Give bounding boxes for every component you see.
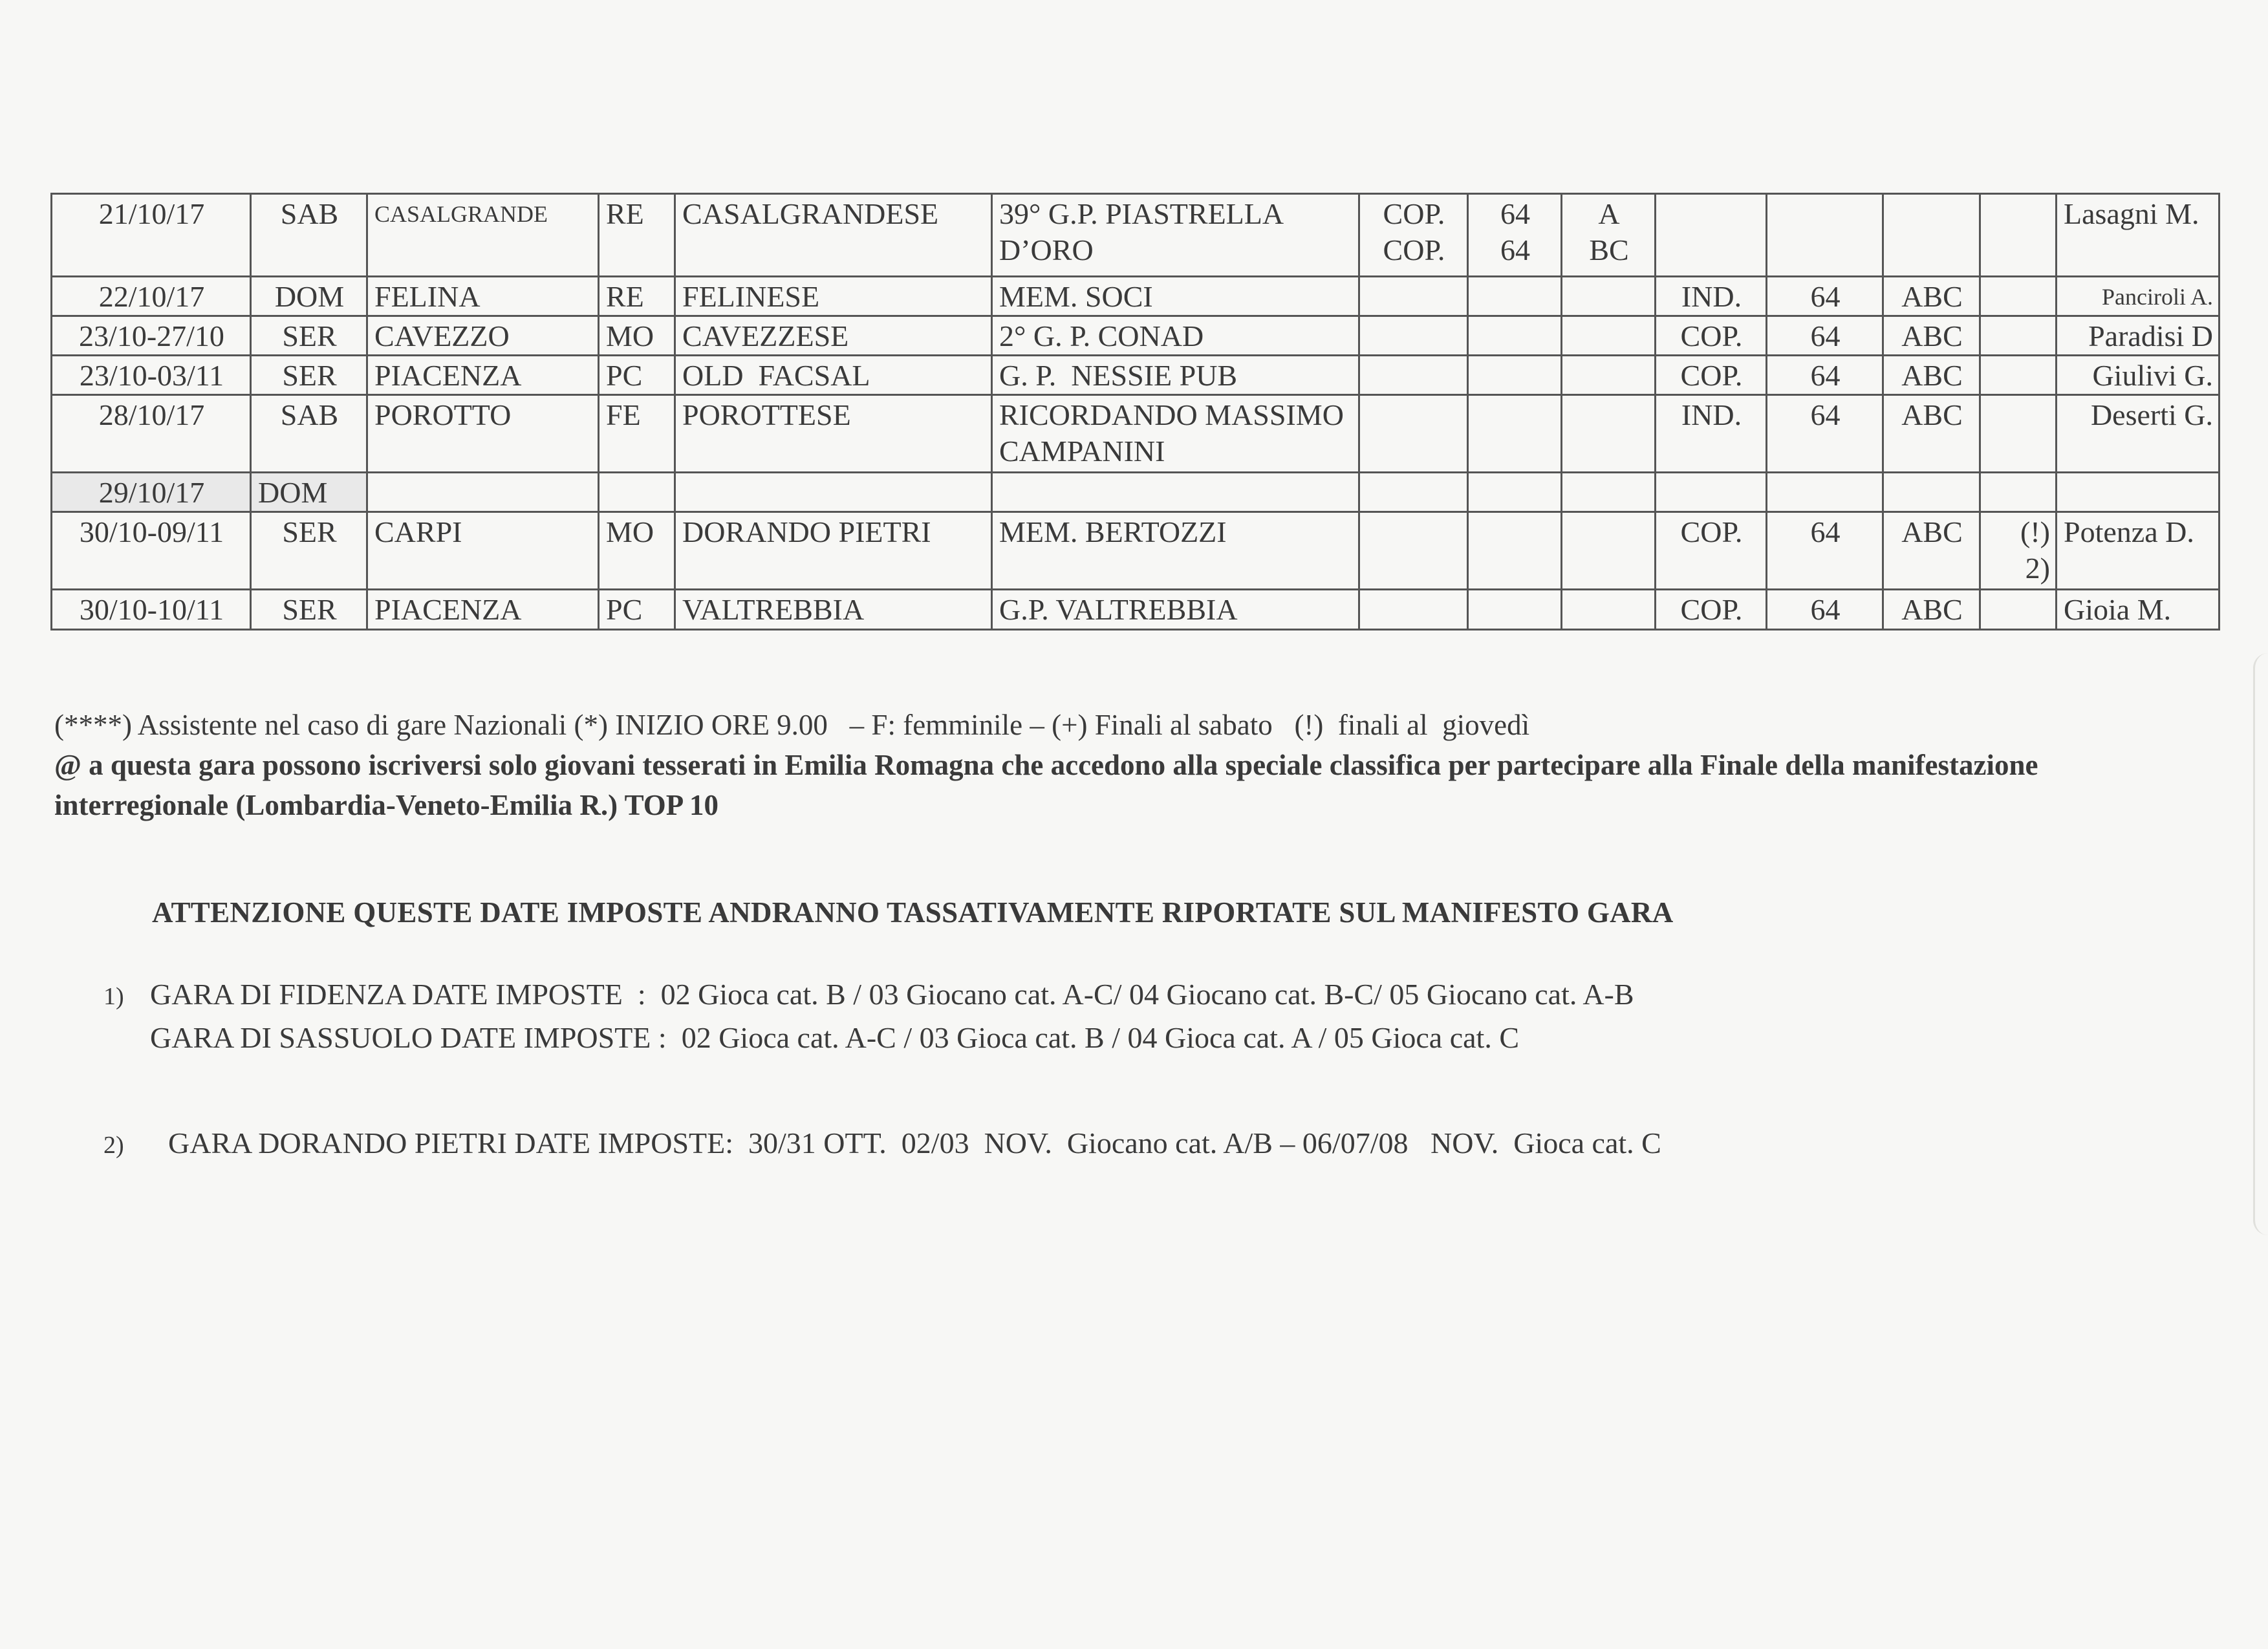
category-cell: [1562, 316, 1656, 356]
referee-cell: Panciroli A.: [2057, 277, 2219, 316]
note-cell: [1980, 316, 2057, 356]
date-cell: 23/10-03/11: [52, 356, 251, 395]
day-cell: SER: [251, 590, 367, 630]
sassuolo-dates: GARA DI SASSUOLO DATE IMPOSTE : 02 Gioca cat. A-C / 03 Gioca cat. B / 04 Gioca cat. A / 05 Gioca cat. C: [150, 1021, 1520, 1054]
province-cell: [599, 473, 675, 512]
club-cell: POROTTESE: [675, 395, 992, 473]
type-cell: COP.: [1656, 356, 1767, 395]
event-cell: G. P. NESSIE PUB: [992, 356, 1359, 395]
count-cell: [1468, 356, 1562, 395]
list-number: 2): [103, 1132, 124, 1159]
note-cell: (!) 2): [1980, 512, 2057, 590]
referee-cell: Potenza D.: [2057, 512, 2219, 590]
note-cell: [1980, 277, 2057, 316]
day-cell: DOM: [251, 473, 367, 512]
referee-cell: Deserti G.: [2057, 395, 2219, 473]
type-cell: [1359, 277, 1468, 316]
referee-cell: Gioia M.: [2057, 590, 2219, 630]
imposed-dates-item-2: [103, 1123, 1661, 1166]
date-cell: 30/10-09/11: [52, 512, 251, 590]
note-cell: [1980, 356, 2057, 395]
category-cell: [1562, 277, 1656, 316]
legend-notes: [54, 705, 2091, 825]
date-cell: 28/10/17: [52, 395, 251, 473]
dorando-pietri-dates: GARA DORANDO PIETRI DATE IMPOSTE: 30/31 OTT. 02/03 NOV. Giocano cat. A/B – 06/07/08 NOV. Gioca cat. C: [168, 1126, 1661, 1159]
count-cell: [1468, 512, 1562, 590]
club-cell: FELINESE: [675, 277, 992, 316]
top10-note: @ a questa gara possono iscriversi solo giovani tesserati in Emilia Romagna che accedono alla speciale classifica per partecipare alla Finale della manifestazione interregionale (Lombardia-Veneto-Emilia R.) TOP 10: [54, 749, 2038, 821]
club-cell: DORANDO PIETRI: [675, 512, 992, 590]
count-cell: [1468, 316, 1562, 356]
province-cell: MO: [599, 512, 675, 590]
type-cell: COP. COP.: [1359, 194, 1468, 277]
table-row: [52, 590, 2219, 630]
type-cell: IND.: [1656, 395, 1767, 473]
club-cell: OLD FACSAL: [675, 356, 992, 395]
event-cell: 39° G.P. PIASTRELLA D’ORO: [992, 194, 1359, 277]
event-cell: MEM. BERTOZZI: [992, 512, 1359, 590]
province-cell: PC: [599, 356, 675, 395]
type-cell: [1359, 395, 1468, 473]
place-cell: CAVEZZO: [367, 316, 599, 356]
province-cell: FE: [599, 395, 675, 473]
referee-cell: Lasagni M.: [2057, 194, 2219, 277]
count-cell: 64 64: [1468, 194, 1562, 277]
note-cell: [1980, 473, 2057, 512]
list-number: 1): [103, 983, 124, 1010]
table-row: [52, 356, 2219, 395]
table-row: [52, 277, 2219, 316]
day-cell: SAB: [251, 395, 367, 473]
event-cell: MEM. SOCI: [992, 277, 1359, 316]
place-cell: CASALGRANDE: [367, 194, 599, 277]
table-row: [52, 316, 2219, 356]
club-cell: CAVEZZESE: [675, 316, 992, 356]
category-cell: [1883, 473, 1980, 512]
type-cell: IND.: [1656, 277, 1767, 316]
date-cell: 30/10-10/11: [52, 590, 251, 630]
day-cell: SER: [251, 316, 367, 356]
type-cell: [1359, 590, 1468, 630]
schedule-table: [50, 193, 2220, 630]
category-cell: [1562, 473, 1656, 512]
category-cell: [1562, 395, 1656, 473]
attention-heading: ATTENZIONE QUESTE DATE IMPOSTE ANDRANNO TASSATIVAMENTE RIPORTATE SUL MANIFESTO GARA: [152, 896, 1674, 929]
category-cell: ABC: [1883, 316, 1980, 356]
legend-line: (****) Assistente nel caso di gare Nazionali (*) INIZIO ORE 9.00 – F: femminile – (+) Finali al sabato (!) finali al giovedì: [54, 709, 1530, 741]
type-cell: COP.: [1656, 590, 1767, 630]
club-cell: CASALGRANDESE: [675, 194, 992, 277]
category-cell: [1562, 356, 1656, 395]
date-cell: 23/10-27/10: [52, 316, 251, 356]
referee-cell: Giulivi G.: [2057, 356, 2219, 395]
place-cell: FELINA: [367, 277, 599, 316]
province-cell: MO: [599, 316, 675, 356]
date-cell: 22/10/17: [52, 277, 251, 316]
club-cell: [675, 473, 992, 512]
category-cell: [1562, 590, 1656, 630]
type-cell: [1656, 473, 1767, 512]
category-cell: [1562, 512, 1656, 590]
place-cell: CARPI: [367, 512, 599, 590]
category-cell: ABC: [1883, 395, 1980, 473]
table-row: [52, 395, 2219, 473]
type-cell: [1359, 316, 1468, 356]
note-cell: [1980, 194, 2057, 277]
table-row: [52, 512, 2219, 590]
count-cell: [1468, 395, 1562, 473]
day-cell: SER: [251, 356, 367, 395]
page-edge: [2253, 653, 2268, 1235]
category-cell: [1883, 194, 1980, 277]
table-row: [52, 194, 2219, 277]
category-cell: ABC: [1883, 590, 1980, 630]
type-cell: COP.: [1656, 512, 1767, 590]
province-cell: PC: [599, 590, 675, 630]
note-cell: [1980, 590, 2057, 630]
count-cell: 64: [1767, 395, 1883, 473]
count-cell: [1468, 277, 1562, 316]
count-cell: 64: [1767, 277, 1883, 316]
day-cell: SAB: [251, 194, 367, 277]
event-cell: G.P. VALTREBBIA: [992, 590, 1359, 630]
imposed-dates-item-1: [103, 974, 1634, 1059]
count-cell: 64: [1767, 316, 1883, 356]
category-cell: A BC: [1562, 194, 1656, 277]
type-cell: COP.: [1656, 316, 1767, 356]
date-cell: 29/10/17: [52, 473, 251, 512]
day-cell: SER: [251, 512, 367, 590]
count-cell: 64: [1767, 356, 1883, 395]
count-cell: 64: [1767, 512, 1883, 590]
type-cell: [1359, 512, 1468, 590]
fidenza-dates: GARA DI FIDENZA DATE IMPOSTE : 02 Gioca cat. B / 03 Giocano cat. A-C/ 04 Giocano cat. B-C/ 05 Giocano cat. A-B: [150, 978, 1634, 1011]
count-cell: [1767, 473, 1883, 512]
count-cell: 64: [1767, 590, 1883, 630]
day-cell: DOM: [251, 277, 367, 316]
type-cell: [1656, 194, 1767, 277]
province-cell: RE: [599, 194, 675, 277]
table-row: [52, 473, 2219, 512]
place-cell: POROTTO: [367, 395, 599, 473]
category-cell: ABC: [1883, 356, 1980, 395]
place-cell: [367, 473, 599, 512]
category-cell: ABC: [1883, 277, 1980, 316]
type-cell: [1359, 473, 1468, 512]
event-cell: [992, 473, 1359, 512]
event-cell: 2° G. P. CONAD: [992, 316, 1359, 356]
club-cell: VALTREBBIA: [675, 590, 992, 630]
count-cell: [1767, 194, 1883, 277]
place-cell: PIACENZA: [367, 356, 599, 395]
referee-cell: Paradisi D: [2057, 316, 2219, 356]
referee-cell: [2057, 473, 2219, 512]
note-cell: [1980, 395, 2057, 473]
type-cell: [1359, 356, 1468, 395]
count-cell: [1468, 590, 1562, 630]
event-cell: RICORDANDO MASSIMO CAMPANINI: [992, 395, 1359, 473]
province-cell: RE: [599, 277, 675, 316]
category-cell: ABC: [1883, 512, 1980, 590]
date-cell: 21/10/17: [52, 194, 251, 277]
place-cell: PIACENZA: [367, 590, 599, 630]
count-cell: [1468, 473, 1562, 512]
